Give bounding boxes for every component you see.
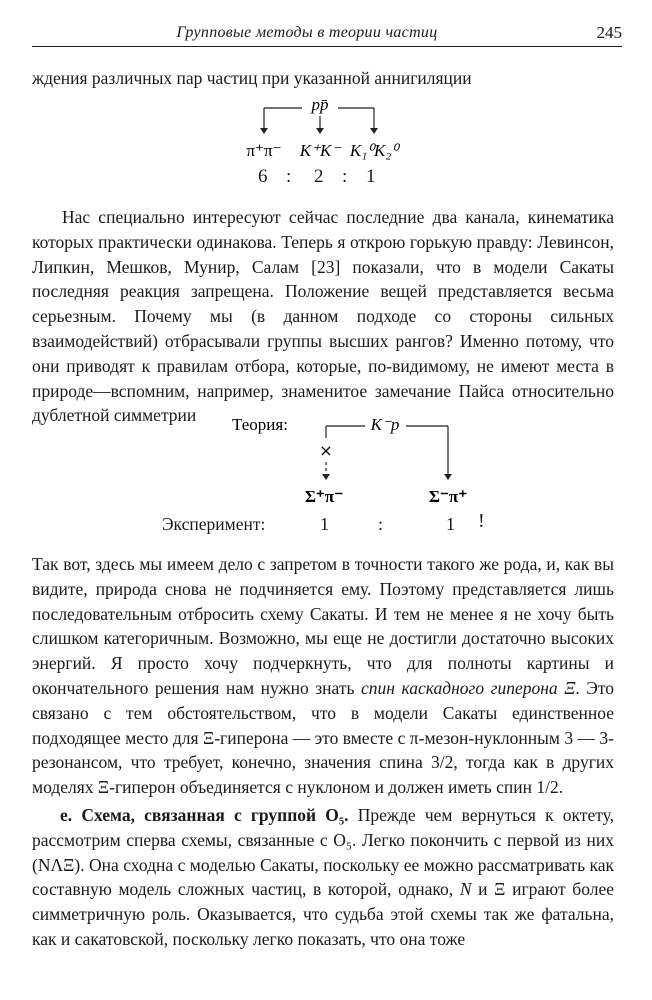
diagram1-source: pp̄ bbox=[311, 95, 329, 114]
selection-rule-diagram bbox=[160, 410, 500, 545]
experiment-value-1: 1 bbox=[320, 514, 329, 534]
running-title: Групповые методы в теории частиц bbox=[176, 24, 438, 41]
ratio-colon-1: : bbox=[286, 166, 292, 187]
experiment-value-2: 1 bbox=[446, 514, 455, 534]
exclamation-mark: ! bbox=[478, 510, 485, 532]
section-heading-o5: е. Схема, связанная с группой O₅. bbox=[60, 805, 349, 825]
ratio-colon-2: : bbox=[342, 166, 348, 187]
experiment-colon: : bbox=[378, 514, 384, 534]
experiment-label: Эксперимент: bbox=[162, 514, 266, 534]
annihilation-diagram bbox=[230, 92, 410, 200]
ratio-value-3: 1 bbox=[366, 166, 376, 187]
theory-label: Теория: bbox=[232, 415, 288, 434]
para2-text-1: Так вот, здесь мы имеем дело с запретом в точности такого же рода, и, как вы видите, природа снова не подчиняется ему. Поэтому представляется лишь последовательным отбросить схему Сакаты. И тем не менее я не хочу быть слишком категоричным. Возможно, мы еще не достигли достаточно высоких энергий. Я просто хочу подчеркнуть, что для полноты картины и окончательного решения нам нужно знать bbox=[32, 554, 614, 698]
para2-emphasis: спин каскадного гиперона Ξ bbox=[361, 677, 576, 698]
intro-line: ждения различных пар частиц при указанной аннигиляции bbox=[32, 68, 472, 88]
ratio-value-2: 2 bbox=[314, 166, 324, 187]
para3-text-2: и Ξ играют более симметричную роль. Оказывается, что судьба этой схемы так же фатальна, как и сакатовской, поскольку легко показать, что она тоже bbox=[32, 879, 614, 949]
paragraph-o5-scheme bbox=[32, 803, 614, 952]
diagram2-source: K⁻p bbox=[370, 415, 400, 434]
page-header bbox=[32, 22, 622, 47]
product-k1-k2: K₁⁰K₂⁰ bbox=[349, 141, 399, 160]
product-pi-pi: π⁺π⁻ bbox=[246, 141, 282, 160]
ratio-value-1: 6 bbox=[258, 166, 268, 187]
paragraph-forbidden-reaction: Нас специально интересуют сейчас последние два канала, кинематика которых практически одинакова. Теперь я открою горькую правду: Левинсон, Липкин, Мешков, Мунир, Салам [23] показали, что в модели Сакаты последняя реакция запрещена. Положение вещей представляется весьма серьезным. Почему мы (в данном подходе со стороны сильных взаимодействий) отбрасывали группы высших рангов? Именно потому, что они приводят к правилам отбора, которые, по-видимому, не имеют места в природе—вспомним, например, знаменитое замечание Пайса относительно дублетной симметрии bbox=[32, 207, 614, 426]
product-k-k: K⁺K⁻ bbox=[299, 141, 341, 160]
paragraph-sakata-rejection bbox=[32, 552, 614, 800]
para2-text-2: . Это связано с тем обстоятельством, что в модели Сакаты единственное подходящее место для Ξ-гиперона — это вместе с π-мезон-нуклонным 3 — 3-резонансом, что требует, конечно, значения спина 3/2, тогда как в других моделях Ξ-гиперон объединяется с нуклоном и должен иметь спин 1/2. bbox=[32, 677, 614, 798]
nucleon-symbol: N bbox=[459, 879, 472, 900]
para3-text-1: Прежде чем вернуться к октету, рассмотрим сперва схемы, связанные с O₅. Легко покончить с первой из них (NΛΞ). Она сходна с моделью Сакаты, поскольку ее можно рассматривать как составную модель сложных частиц, в которой, однако, bbox=[32, 805, 615, 900]
product-sigma-plus-pi-minus: Σ⁺π⁻ bbox=[304, 487, 344, 506]
product-sigma-minus-pi-plus: Σ⁻π⁺ bbox=[428, 487, 468, 506]
page-number: 245 bbox=[596, 23, 622, 42]
forbidden-cross-icon: × bbox=[319, 441, 333, 460]
